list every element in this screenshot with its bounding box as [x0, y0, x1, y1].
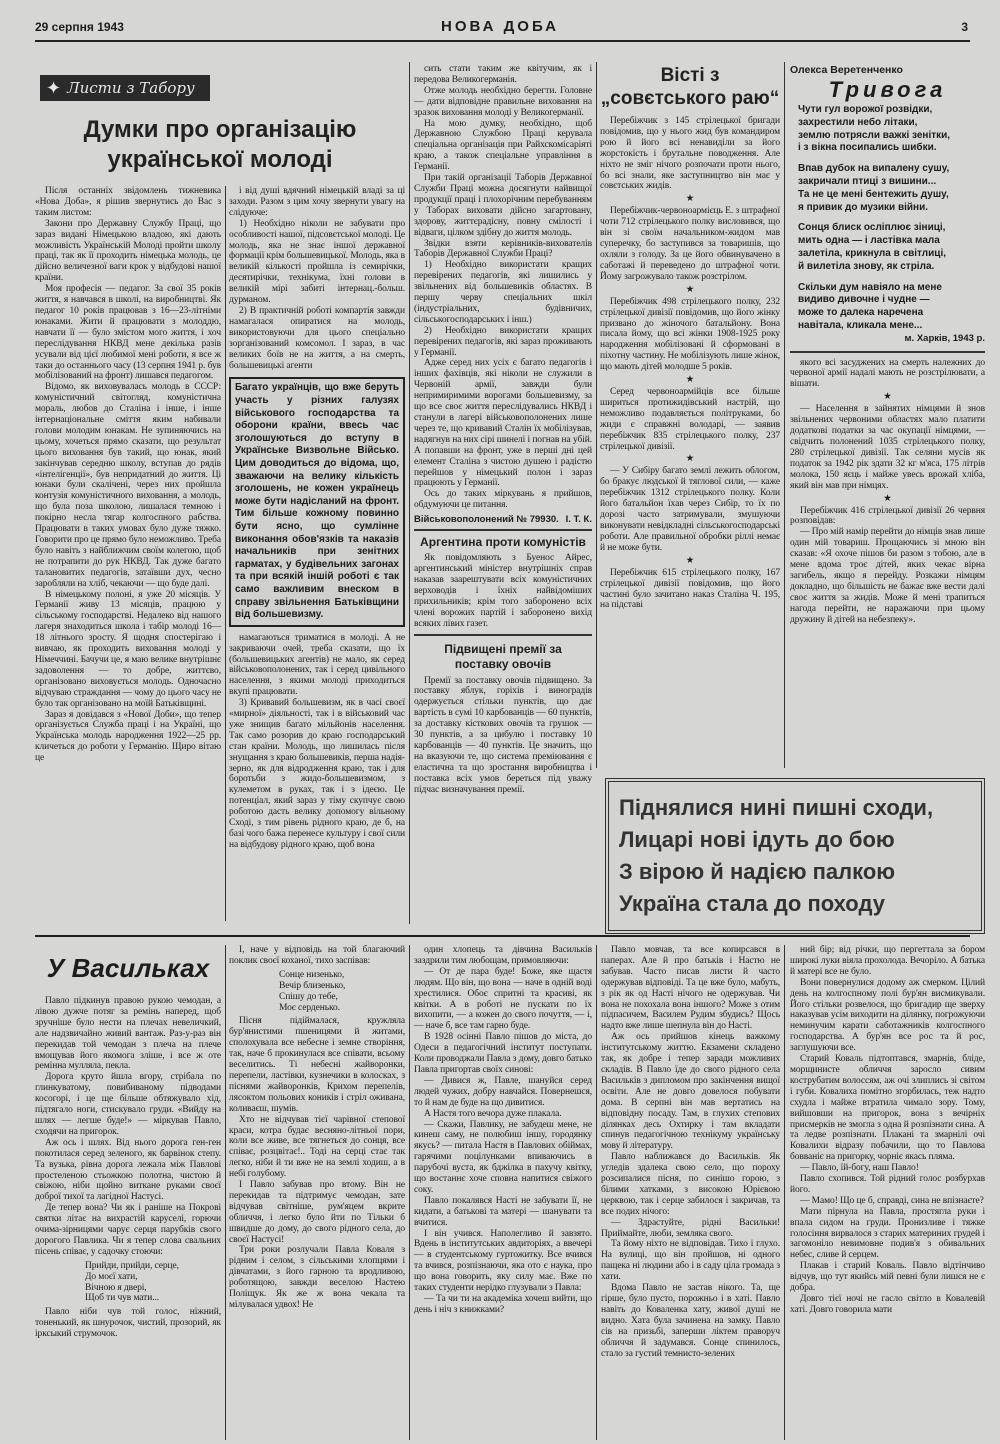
slogan-box — [605, 778, 985, 934]
column-divider — [596, 62, 597, 768]
paragraph: — Павло, їй-богу, наш Павло! — [800, 1163, 919, 1174]
news-item: Перебіжчик з 145 стрілецької бригади повідомив, що у нього жид був командиром рою й його всі ненавиділи за його жорстокість і брутальне поводження. Але ніхто не зміг нічого розпочати проти нього, бо всі знали, яке заступництво він має у совєтських жидів. — [600, 116, 780, 192]
paragraph: 1) Необхідно ніколи не забувати про особливості нашої, підсовєтської молоді. Це молодь, яка не знає іншої державної формації крім большевицької. Молодь, яка в великій кількості пройшла із семирічки, десятирічки, технікума, їхні голови в великій мірі забиті інтернац.-больш. дурманом. — [229, 218, 405, 306]
paragraph: І Павло забував про втому. Він не перекидав та підтримує чемодан, зате відчував світніше, рум'яцем вкрите обличчя, і легко було йти по Тільки б швидше до дому, до свого рідного села, до своєї Настусі! — [229, 1180, 405, 1245]
newspaper-title: НОВА ДОБА — [441, 18, 559, 35]
more-news-text — [790, 358, 985, 626]
story-col-3 — [414, 945, 592, 1316]
premiums-title: Підвищені премії за поставку овочів — [444, 641, 562, 671]
paragraph: Павло наближався до Васильків. Як угледів здалека свою село, що пороху розсипалися пісня, по синішо горою, з білими хатками, з високою Юрієвою церквою, так і серце забилося і закричав, та все подих нічого: — [601, 1152, 780, 1217]
news-item: — У Сибіру багато землі лежить облогом, бо бракує людської й тяглової сили, — каже перебіжчик 1312 стрілецького полку. Коли його батальйон їхав через Сибір, то їх по дорозі часто затримували, змушуючи виконувати невідкладні сільськогосподарські роботи. Але правильної обробки ріллі немає й не може бути. — [600, 466, 780, 553]
paragraph: — Та чи ти на академіка хочеш вийти, що день і ніч з книжками? — [414, 1294, 592, 1315]
paragraph: Адже серед них усіх є багато педагогів і інших фахівців, які ніколи не служили в Червоній армії, завжди були непримиримими ворогами большевизму, за що все своє життя переслідувались НКВД і станули в лагері військовополонених лише через те, що кривавий Сталін їх мобілізував, надягнув на них сірі шинелі і погнав на убій. А попавши на фронт, уже в перші дні цей елемент Сталіна з чистою душею і радістю перейшов у німецький полон і зараз працюють у Германії. — [414, 358, 592, 489]
star-separator: ★ — [685, 284, 695, 295]
poem-line: Сонця блиск осліплює зіниці, — [798, 222, 946, 234]
paragraph: 1) Необхідно використати кращих перевірених педагогів, які лишились у звільнених від большевиків областях. В першу черву спеціальних шкіл (індустріальних, будівничих, сільськогосподарських і інш.) — [414, 260, 592, 325]
paragraph: Звідки взяти керівників-вихователів Таборів Державної Служби Праці? — [414, 238, 592, 260]
news-item: якого всі засуджених на смерть належних до червоної армії надалі мають не розстрілювати, а вішати. — [790, 357, 985, 390]
paragraph: Павло покалявся Насті не забувати її, не кидати, а батькові та матері — шанувати та вчитися. — [414, 1195, 592, 1228]
paragraph: Де тепер вона? Чи як і раніше на Покрові святки літає на вихрастій каруселі, горючи очима-зірницями чарує серця парубків свого дорогого Павлика. Чи я тепер слова свальних пісень співає, у садочку стоючи: — [35, 1203, 221, 1257]
article-col-1 — [35, 186, 221, 764]
slogan-line: Лицарі нові ідуть до бою — [619, 827, 895, 852]
paragraph: Вони повернулися додому аж смерком. Цілий день на колгоспному полі бур'ян висмикували. Його стільки розвелося, що бригадир ще зверху наказував усім виходити на ділянку, погрожуючи неминучим карати саботажників колгоспного господарства. А бур'ян все рос та й рос, заглушуючи все. — [790, 977, 985, 1054]
paragraph: Павло схопився. Той рідний голос розбурхав його. — [790, 1174, 985, 1195]
paragraph: Як повідомляють з Буенос Айрес, аргентинський міністер внутрішніх справ наказав заарештувати всіх комуністичних верховодів і їхніх найвідоміших прихильників; крім того заборонено всіх члені ворожих партій і заборонено вихід всяких лівих газет. — [414, 553, 592, 629]
paragraph: Пісня підіймалася, кружляла бур'янистими пшеницями й житами, сполохувала все небесне і земне створіння, так, наче б прокинулася все співати, всьому веселитись. Ті небесні жайворонки, перепели, ластівки, кузнечики в колосках, з піснями жайворонків, Крихом перепелів, лясоктом польових коників і стріл оживана, коливаєш, шумів. — [229, 1016, 405, 1114]
paragraph: — От де пара буде! Боже, яке щастя людям. Що він, що вона — наче в одній воді хрестилися. Обоє спритні та красиві, як квітки. А в роботі не пускати по їх вихопити, — а кожен до свого почуття, — і, — наче б, все там гарно буде. — [414, 966, 592, 1032]
paragraph: Довго тієї ночі не гасло світло в Ковалевій хаті. Довго говорила мати — [790, 1294, 985, 1315]
column-divider — [409, 62, 410, 924]
paragraph: 2) Необхідно використати кращих перевірених педагогів, які зараз проживають у Германії. — [414, 325, 592, 358]
rubric-label: Листи з Табору — [67, 79, 195, 97]
paragraph: Вдома Павло не застав нікого. Та, ще гірше, було пусто, порожньо і в хаті. Павло навіть до Коваленка хату, живої душі не видно. Хата була зачинена на замку. Павло сів на призьбі, заперши ліктем праворуч обличчя й задумався. Сонце спинилось, стало за густий темнисто-зелених — [601, 1283, 780, 1359]
paragraph: ний бір; від річки, що пергеттала за бором широкі луки віяла прохолода. Вечоріло. А батька й матері все не було. — [790, 945, 985, 977]
title-line: української молоді — [107, 146, 333, 173]
poem-line: Впав дубок на випалену сушу, — [798, 163, 950, 175]
poem-line: Чути гул ворожої розвідки, — [798, 104, 933, 115]
paragraph: Після останніх звідомлень тижневика «Нова Доба», я рішив звернутись до Вас з таким листом: — [35, 186, 221, 218]
issue-date: 29 серпня 1943 — [35, 20, 124, 34]
poem-author: Олекса Веретенченко — [790, 64, 903, 76]
section-rule — [35, 935, 970, 937]
paragraph: намагаються триматися в молоді. А не закриваючи очей, треба сказати, що їх (большевицьких агентів) не мало, як серед військовополонених, так і серед цивільного населення, з якими молоді приходиться вкупі працювати. — [229, 632, 405, 698]
slogan-line: Україна стала до походу — [619, 891, 885, 916]
news-item: — Про мій намір перейти до німців знав лише один мій товариш. Прощаючись зі мною він сказав: «Я охоче пішов би разом з тобою, але в мене вдома троє дітей, яких чекає вірна загибель, якщо я перейду. Розкажи німцям докладно, що більшість не бажає вже вести далі своє життя за жидів. Може й мені трапиться нагода перейти, не наражаючи при цьому дружину й дітей на небезпеку». — [790, 527, 985, 625]
poem-title: Тривога — [828, 77, 947, 102]
article-col-2-stack — [229, 186, 405, 851]
song-verse — [229, 970, 405, 1014]
title-line: „совєтського раю“ — [600, 88, 780, 109]
story-col-4 — [601, 945, 780, 1359]
col-4-stack — [600, 64, 780, 611]
story-col-5 — [790, 945, 985, 1316]
notice-box — [229, 377, 405, 626]
argentina-title: Аргентина проти комуністів — [420, 535, 586, 550]
paragraph: Хто не відчував тієї чарівної степової краси, котра будає весняно-літньої пори, коли все живе, все тягнеться до сонця, все співає, розцвітає!.. Тоді на серці стає так легко, ніби й ти вже не на землі ходиш, а в небі голубому. — [229, 1114, 405, 1180]
poem-line: залетіла, крикнула в світлиці, — [798, 247, 947, 259]
song-line: До моєї хати, — [85, 1271, 138, 1282]
header-rule — [35, 40, 970, 42]
page-number: 3 — [961, 20, 968, 34]
paragraph: Закони про Державну Службу Праці, що зараз видані Німецькою владою, які дають можливість Українській Молоді пройти школу праці, так як її проходить німецька молодь, це дійсно величезної ваги крок у відбудові нашої країни. — [35, 218, 221, 284]
paragraph: — Мамо! Що це б, справді, сина не впізнаєте? — [800, 1195, 984, 1206]
poem-line: і з вікна посипались шибки. — [798, 142, 937, 154]
paragraph: — Здрастуйте, рідні Васильки! Приймайте, люби, земляка свого. — [601, 1217, 780, 1239]
story-col-2 — [229, 945, 405, 1311]
paragraph: Отже молодь необхідно берегти. Головне — дати відповідне правильне виховання на зразок виховання молоді у Великогерманії. — [414, 85, 592, 118]
poem-line: й вилетіла знову, як стріла. — [798, 260, 935, 272]
slogan-line: З вірою й надією палкою — [619, 859, 896, 884]
poem-line: видиво дивочне і чудне — — [798, 294, 930, 306]
song-line: Сонце низенько, — [279, 969, 345, 980]
paragraph: Павло ніби чув той голос, ніжний, тоненький, як шнурочок, чистий, прозорий, як ірксыкий струмочок. — [35, 1307, 221, 1340]
article-title — [40, 115, 400, 175]
paragraph: При такій організації Таборів Державної Служби Праці можна досягнути найвищої продукції праці і плохорічним перебуванням у Таборах виховати дійсно загартовану, здорову, життєрадісну, повну смілості і відваги, цілком здібну до життя молодь. — [414, 173, 592, 238]
paragraph: один хлопець та дівчина Васильків заздрили тим любощам, примовляючи: — [414, 945, 592, 966]
news-item: Перебіжчик-червоноармієць Е. з штрафної чоти 712 стрілецького полку висловився, що він зі своїм начальником-жидом мав суперечку, бо заступився за товаришів, що охляли з голоду. За це його обвинувачено в саботажі й переведено до штрафної чоти. Йому загрожувало також розстрілом. — [600, 206, 780, 282]
premiums-text — [414, 676, 592, 796]
paragraph: — Дивися ж, Павле, шануйся серед людей чужих, добру навчайся. Повернешся, то й нам де буде на що дивитися. — [414, 1075, 592, 1108]
slogan-line: Піднялися нині пишні сходи, — [619, 795, 934, 820]
song-line: Вічною я двері, — [85, 1282, 147, 1293]
soviet-news-text — [600, 116, 780, 611]
title-line: Думки про організацію — [83, 116, 357, 143]
signature-number: Військовополонений № 79930. — [414, 514, 559, 526]
paragraph: На мою думку, необхідно, щоб Державною Службою Праці керувала спеціальна організація при Райхскомісаріяті краю, а також спеціальне управління в Германії. — [414, 118, 592, 173]
paragraph: І він учився. Наполегливо й завзято. Вдень в інститутських авдиторіях, а ввечері — в студентському гуртожитку. Все вчився та вчився, розпізнаючи, яка ото є наука, про що вона говорить, яку силу має. Вже по таких студенти нерідко глузували з Павла: — [414, 1228, 592, 1294]
col-5-stack — [790, 64, 985, 625]
star-separator: ★ — [685, 194, 695, 205]
poem-line: захрестили небо літаки, — [798, 116, 918, 128]
news-item: Перебіжчик 416 стрілецької дивізії 26 червня розповідав: — [790, 505, 985, 527]
paragraph: Ось до таких міркувань я прийшов, обдумуючи це питання. — [414, 489, 592, 511]
divider — [414, 634, 592, 636]
paragraph: Аж ось і шлях. Від нього дорога ген-ген покотилася серед зеленого, як барвінок степу. Та вузька, рівна дорога лежала між Павлові простеленою стьожкою полотна, чистою й свіжою, ніби щойно виткане руками своєї доброї тихої та лагідної Настусі. — [35, 1137, 221, 1203]
star-separator: ★ — [883, 493, 892, 504]
paragraph: 3) Кривавий большевизм, як в часі своєї «мирної» діяльності, так і в військовий час уже знищив багато мільйонів населення. Так само розорив до краю господарський стан країни. Молодь, що лишилась після знущання з краю большевиків, перша надія-зерно, як для відродження краю, так і для боротьби з жидо-большевизмом, з кулеметом в руках, так і з ідеєю. Це потенціал, який зараз у тіму скупчує свою роботою дасть велику допомогу вільному Сході, з тим рівень рідного краю, де б, на базі чого бажа перенесе культуру і свої сили на відбудову рідного краю, щоб вона — [229, 698, 405, 850]
paragraph: Дорога круто йшла вгору, стрібала по глинкуватому, повибиваному підводами косогорі, і це ще більше обтяжувало хід, підтягало ноги, стискувало груди. «Вийду на шлях — легше буде!» — міркував Павло, сходячи на пригорок. — [35, 1072, 221, 1137]
bird-icon: ✦ — [46, 77, 62, 98]
poem-body — [790, 104, 985, 346]
article-col-2b — [229, 633, 405, 851]
title-line: Вісті з — [660, 65, 720, 86]
paragraph: сить стати таким же квітучим, як і передова Великогерманія. — [414, 64, 592, 85]
column-divider — [225, 186, 226, 921]
song-line: Щоб ти чув мати... — [85, 1293, 160, 1304]
argentina-text — [414, 553, 592, 629]
star-separator: ★ — [685, 454, 695, 465]
divider — [790, 351, 985, 353]
soviet-news-title — [600, 64, 780, 110]
news-item: Серед червоноармійців все більше шириться протижидівський настрій, що неможливо подавляється політруками, бо жиди є справжні володарі, — заявив перебіжчик 835 стрілецького полку, 237 стрілецької дивізії. — [600, 387, 780, 452]
poem-line: Скільки дум навіяло на мене — [798, 281, 942, 293]
column-divider — [409, 945, 410, 1440]
story-title: У Васильках — [46, 953, 210, 983]
divider — [414, 529, 592, 531]
story-col-1 — [35, 996, 221, 1340]
paragraph: В німецькому полоні, я уже 20 місяців. У Германії живу 13 місяців, працюю у сільському господарстві. Недалеко від нашого лагеря знаходиться школа і табір молоді 16—18 літнього зросту. Я щодня спостерігаю і вивчаю, як проходить виховання молоді у Німеччині. Бачучи це, я маю велике внутрішнє задоволення — то добре, життєво, організовано виховується молодь. Одночасно відчуваю страждання — чому до цього часу не було так організовано на моїй Батьківщині. — [35, 589, 221, 709]
star-separator: ★ — [685, 555, 695, 566]
paragraph: Відомо, як виховувалась молодь в СССР: комуністичний світогляд, комуністична мораль, любов до Сталіна і інше, і інше інтернаціональне сміття яким набивали голови молодим юнакам. Не зупиняючись на цьому, хочеться прямо сказати, що результат цього виховання був такий, що юнак, який закінчував середню школу, вступав до рядів «інтелігенції», був непридатний до життя. Ці юнаки були скалічені, через них пройшла контузія комуністичного виховання, а молодь, що була поза школою, лишалася темною і покірно несла тягар колгоспного рабства. Працювати в таких умовах було дуже тяжко. Говорити про це прямо було неможливо. Треба було навіть з найближчим своїм колегою, щоб не потрапити до рук НКВД. Так дуже багато талановитих педагогів, затаївши дух, чесно заробляли на хліб, чекаючи — що буде далі. — [35, 382, 221, 589]
poem-line: закричали птиці з вишини... — [798, 175, 937, 187]
column-divider — [784, 62, 785, 768]
song-line: Спішу до тебе, — [279, 991, 338, 1002]
paragraph: Мати пірнула на Павла, простягла руки і впала сидом на груди. Пронизливе і тяжке голосіння вирвалося з старих материних грудей і загомоніло невимовне подив'я з обивальних небес, сливе й серцем. — [790, 1206, 985, 1261]
paragraph: і від душі вдячний німецькій владі за ці заходи. Разом з цим хочу звернути увагу на слідуюче: — [229, 186, 405, 218]
poem-place-date: м. Харків, 1943 р. — [904, 332, 985, 344]
poem-line: землю потрясли важкі зенітки, — [798, 129, 951, 141]
paragraph: Павло мовчав, та все копирсався в паперах. Але й про батьків і Настю не забував. Часто писав листи й часто одержував відповіді. Та це вже було, мабуть, з рік як од Насті нічого не одержував. Чи вона не похохала вона іншого? Може з отим підпасичем, Василем Рудим збудись? Щось надто вже лише шепнула він до Насті. — [601, 945, 780, 1032]
poem-line: Та не це мені бентежить душу, — [798, 188, 949, 200]
paragraph: 2) В практичній роботі компартія завжди намагалася опиратися на молодь, використовуючи для цього спеціально зорганізований комсомол. І зараз, в час великих боїв не на життя, а на смерть, большевицькі агенти — [229, 305, 405, 371]
paragraph: — Скажи, Павлику, не забудеш мене, не кинеш саму, не полюбиш іншу, городянку якусь? — питала Настя в Павлових обіймах, гарячими поцілунками впиваючись в парубочі вуста, як бджілка в пахучу квітку, що востаннє хоче сповна напитися свіжого соку. — [414, 1119, 592, 1195]
paragraph: Та йому ніхто не відповідав. Тихо і глухо. На вулиці, що він пройшов, ні одного пащека ні людини або і в саду ціла громада з хати. — [601, 1239, 780, 1283]
article-col-3 — [414, 64, 592, 511]
paragraph: В 1928 осінні Павло пішов до міста, до Одеси в педагогічний інститут поступати. Коли проводжали Павла з дому, довго батько Павла пригортав своїх синові: — [414, 1032, 592, 1075]
song-line: Моє серденько. — [279, 1002, 340, 1013]
paragraph: Павло підкинув правою рукою чемодан, а лівою дужче потяг за ремінь наперед, щоб зручніше було нести на плечах невеличкий, але надзвичайно живий вантаж. Раз-у-раз він перекидав той чемодан з плеча на плече вмощував його якомога зліше, і все ж оте ремінна мулляла, пекла. — [35, 996, 221, 1072]
star-separator: ★ — [685, 375, 695, 386]
column-divider — [596, 945, 597, 1440]
paragraph: І, наче у відповідь на той благаючий поклик своєї коханої, тихо заспівав: — [229, 945, 405, 966]
song-line: Прийди, прийди, серце, — [85, 1260, 179, 1271]
col-3-stack — [414, 64, 592, 795]
song-line: Вечір близенько, — [279, 980, 346, 991]
star-separator: ★ — [883, 392, 892, 403]
column-divider — [784, 945, 785, 1440]
paragraph: Моя професія — педагог. За свої 35 років життя, я навчався в школі, на виробництві. Як педагог 10 років працював з 16—23-літніми юнаками. Жити й працювати з молоддю, навчати її — було змістом мого життя, і хоч переслідування НКВД мене декілька разів усували від цієї любимої мені роботи, я все ж таки до останнього часу (13 серпня 1941 р. був мобілізований на фронт) лишався педагогом. — [35, 284, 221, 382]
rubric-banner — [40, 75, 210, 101]
song-verse — [35, 1261, 221, 1305]
column-divider — [225, 945, 226, 1440]
poem-line: я привик до музики війни. — [798, 201, 929, 213]
paragraph: Три роки розлучали Павла Коваля з рідним і селом, з сільськими хлопцями і дівчатами, з його гарною та вродливою, роботящою, завжди веселою Настею Поліщук. Як же ж вона чекала та мілувалася удвох! Не — [229, 1245, 405, 1310]
signature-initials: І. Т. К. — [565, 514, 592, 526]
poem-line: навітала, кликала мене... — [798, 319, 923, 331]
signature — [414, 514, 592, 525]
news-item: Перебіжчик 498 стрілецького полку, 232 стрілецької дивізії повідомив, що його жінку призвано до жіночого батальйону. Вона писала йому, що всі жінки 1908-1925 року народження мобілізовані й сформовані в піхотну частину. Не мобілізують лише жінок, що мають дітей молодше 5 років. — [600, 296, 780, 373]
news-item: — Населення в зайнятих німцями й знов звільнених червоними областях мало платити додаткові податки за час окупації німцями, — свідчить полонений 1035 стрілецького полку, 280 стрілецької дивізії. Так селяни мусів як податок за 1942 рік здати 32 кг м'яса, 175 літрів молока, 150 яєць і майже увесь врожай хліба, який він мав при німцях. — [790, 404, 985, 491]
paragraph: Зараз я довідався з «Нової Доби», що тепер організується Служба праці і на Україні, що Українська молодь народження 1922—25 рр. кличеться до роботи у Германію. Щиро вітаю це — [35, 709, 221, 764]
paragraph: Старий Коваль підтоптався, змарнів, бліде, морщинисте обличчя заросло сивим кострубатим волоссям, аж очі злиплись зі світом і губи. Ковалиха помітно згорбилась, теж надто схудла і майже втратила чимало зору. Тому, вийшовши на пригорок, вона з вечірніх присмерків не змогла з одна й розпізнати сина. А та ледве розпізнати. Плакані та змарнілі очі Ковалихи відразу побачили, що то Павлова бовваніє на пригорку, чорніє якась пляма. — [790, 1054, 985, 1163]
article-col-2 — [229, 186, 405, 371]
paragraph: Плакав і старий Коваль. Павло відтінчиво відчув, що тут якийсь мій певні були лишся не є добра. — [790, 1261, 985, 1294]
notice-text: Багато українців, що вже беруть участь у різних галузях військового господарства та оборони країни, ввесь час зголошуються до вступу в Українське Визвольне Військо. Цим доводиться до відома, що, зважаючи на велику кількість зголошень, не кожен українець може бути надісланий на фронт. Тим більше кожному повинно бути ясно, що сумлінне виконання обов'язків та наказів начальників при зенітних гарматах, у будівельних загонах та при всякій іншій роботі є так само важливим внеском в справу звільнення Батьківщини від большевизму. — [235, 382, 399, 621]
paragraph: Аж ось прийшов кінець важкому інститутському життю. Екзамени складено так, як добре і тепер заради можливих складів. В Павло їде до свого рідного села Васильків з дипломом про закінчення вищої освіти. Але не довго довелося побувати дома. В серпні він мав вертатись на відповідну посаду. Там, в глухих степових ділянках десь Охтирку і там вкладати спинув педагогічною технікуму українську мову й літературу. — [601, 1032, 780, 1152]
paragraph: Премії за поставку овочів підвищено. За поставку яблук, горіхів і виноградів одержується стільки пунктів, що дає вартість в сумі 10 карбованців — 60 пунктів, за доставку кісткових овочів та грушок — 30 пунктів, а за цибулю і поставку 10 карбованців — 40 пунктів. Це значить, що на вказуючи те, що система преміювання є еластична та що зростання виробництва і поставка всіх умов береться під уважу підчас визначування премії. — [414, 675, 592, 795]
poem-line: може то далека наречена — [798, 307, 924, 319]
news-item: Перебіжчик 615 стрілецького полку, 167 стрілецької дивізії повідомив, що його частині було зачитано наказ Сталіна Ч. 195, на підставі — [600, 567, 780, 611]
poem-line: мить одна — і ластівка мала — [798, 235, 940, 247]
paragraph: А Настя того вечора дуже плакала. — [424, 1108, 562, 1119]
